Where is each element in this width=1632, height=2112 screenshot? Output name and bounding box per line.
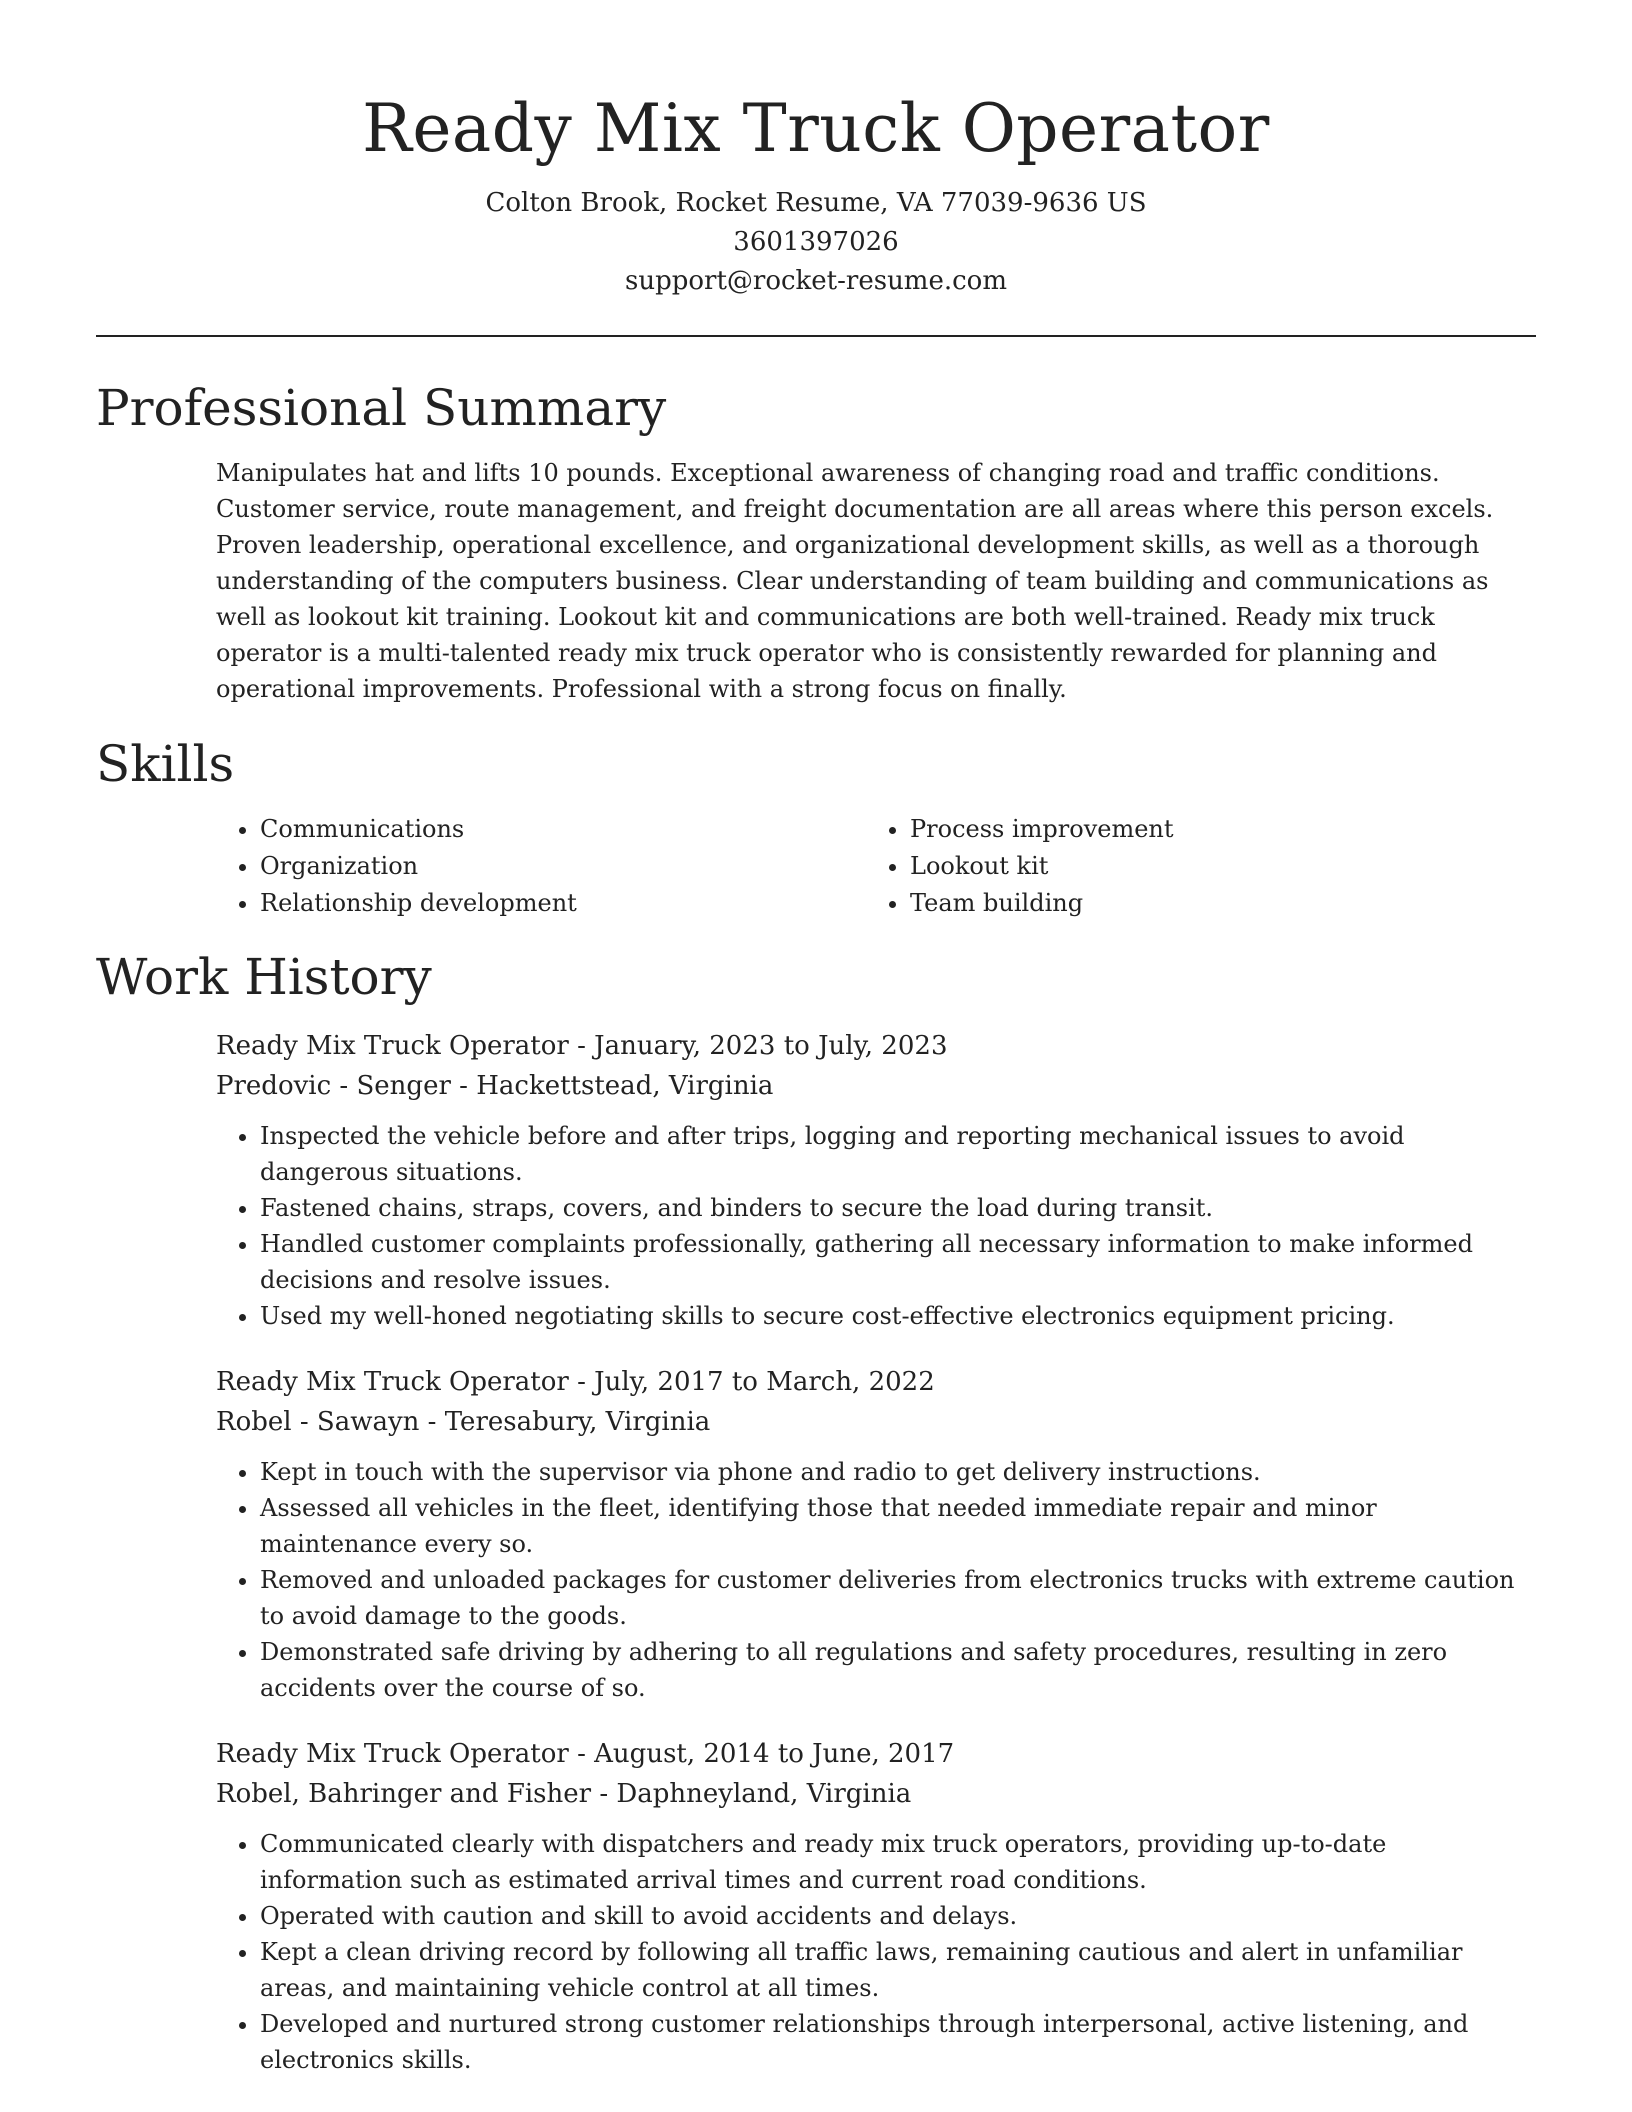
duty-item: • Removed and unloaded packages for customer deliveries from electronics trucks with extreme caution to avoid damage to the goods. [260, 1562, 1536, 1634]
job-company-line: Robel, Bahringer and Fisher - Daphneyland, Virginia [216, 1779, 912, 1809]
job-title-line: Ready Mix Truck Operator - August, 2014 to June, 2017 [216, 1739, 955, 1769]
job-dates: July, 2017 to March, 2022 [594, 1367, 935, 1397]
job-duties [216, 1454, 1536, 1706]
job-title-line: Ready Mix Truck Operator - January, 2023 to July, 2023 [216, 1031, 948, 1061]
skills-column-left [216, 811, 866, 922]
contact-address: Colton Brook, Rocket Resume, VA 77039-9636 US [485, 188, 1147, 218]
job-company-line: Predovic - Senger - Hackettstead, Virginia [216, 1071, 774, 1101]
skill-item: • Communications [260, 811, 866, 848]
job-entry [216, 1026, 1536, 1334]
contact-email: support@rocket-resume.com [624, 266, 1007, 296]
skills-list [216, 811, 1536, 922]
job-company-line: Robel - Sawayn - Teresabury, Virginia [216, 1407, 711, 1437]
summary-heading: Professional Summary [96, 379, 667, 437]
job-title: Ready Mix Truck Operator [216, 1739, 569, 1769]
duty-item: • Handled customer complaints professionally, gathering all necessary information to make informed decisions and resolve issues. [260, 1226, 1536, 1298]
resume-header [96, 0, 1536, 301]
job-title-line: Ready Mix Truck Operator - July, 2017 to March, 2022 [216, 1367, 935, 1397]
job-entry [216, 1734, 1536, 2078]
job-company: Predovic - Senger [216, 1071, 451, 1101]
job-location: Daphneyland, Virginia [616, 1779, 912, 1809]
resume-page [96, 0, 1536, 2078]
summary-text: Manipulates hat and lifts 10 pounds. Exceptional awareness of changing road and traffic conditions. Customer service, route management, and freight documentation are all areas where this person excels. Proven leadership, operational excellence, and organizational development skills, as well as a thorough understanding of the computers business. Clear understanding of team building and communications as well as lookout kit training. Lookout kit and communications are both well-trained. Ready mix truck operator is a multi-talented ready mix truck operator who is consistently rewarded for planning and operational improvements. Professional with a strong focus on finally. [216, 459, 1494, 703]
job-title: Ready Mix Truck Operator [216, 1031, 569, 1061]
duty-item: • Used my well-honed negotiating skills to secure cost-effective electronics equipment pricing. [260, 1298, 1536, 1334]
job-company: Robel, Bahringer and Fisher [216, 1779, 592, 1809]
job-title: Ready Mix Truck Operator [216, 1367, 569, 1397]
contact-phone: 3601397026 [733, 227, 899, 257]
duty-item: • Demonstrated safe driving by adhering to all regulations and safety procedures, resulting in zero accidents over the course of so. [260, 1634, 1536, 1706]
duty-item: • Kept in touch with the supervisor via phone and radio to get delivery instructions. [260, 1454, 1536, 1490]
header-divider [96, 335, 1536, 337]
duty-item: • Operated with caution and skill to avoid accidents and delays. [260, 1898, 1536, 1934]
contact-block [96, 184, 1536, 301]
job-dates: January, 2023 to July, 2023 [594, 1031, 948, 1061]
duty-item: • Inspected the vehicle before and after trips, logging and reporting mechanical issues to avoid dangerous situations. [260, 1118, 1536, 1190]
candidate-name: Ready Mix Truck Operator [362, 90, 1270, 167]
duty-item: • Communicated clearly with dispatchers and ready mix truck operators, providing up-to-date information such as estimated arrival times and current road conditions. [260, 1826, 1536, 1898]
skill-item: • Lookout kit [910, 848, 1516, 885]
job-entry [216, 1362, 1536, 1706]
job-duties [216, 1826, 1536, 2078]
job-location: Hackettstead, Virginia [476, 1071, 774, 1101]
skills-heading: Skills [96, 735, 235, 793]
job-location: Teresabury, Virginia [444, 1407, 711, 1437]
skill-item: • Process improvement [910, 811, 1516, 848]
skill-item: • Relationship development [260, 885, 866, 922]
skills-column-right [866, 811, 1516, 922]
duty-item: • Assessed all vehicles in the fleet, identifying those that needed immediate repair and minor maintenance every so. [260, 1490, 1536, 1562]
job-dates: August, 2014 to June, 2017 [594, 1739, 955, 1769]
skill-item: • Team building [910, 885, 1516, 922]
work-history-heading: Work History [96, 948, 432, 1006]
duty-item: • Developed and nurtured strong customer relationships through interpersonal, active listening, and electronics skills. [260, 2006, 1536, 2078]
duty-item: • Kept a clean driving record by following all traffic laws, remaining cautious and alert in unfamiliar areas, and maintaining vehicle control at all times. [260, 1934, 1536, 2006]
duty-item: • Fastened chains, straps, covers, and binders to secure the load during transit. [260, 1190, 1536, 1226]
skill-item: • Organization [260, 848, 866, 885]
job-company: Robel - Sawayn [216, 1407, 420, 1437]
job-duties [216, 1118, 1536, 1334]
